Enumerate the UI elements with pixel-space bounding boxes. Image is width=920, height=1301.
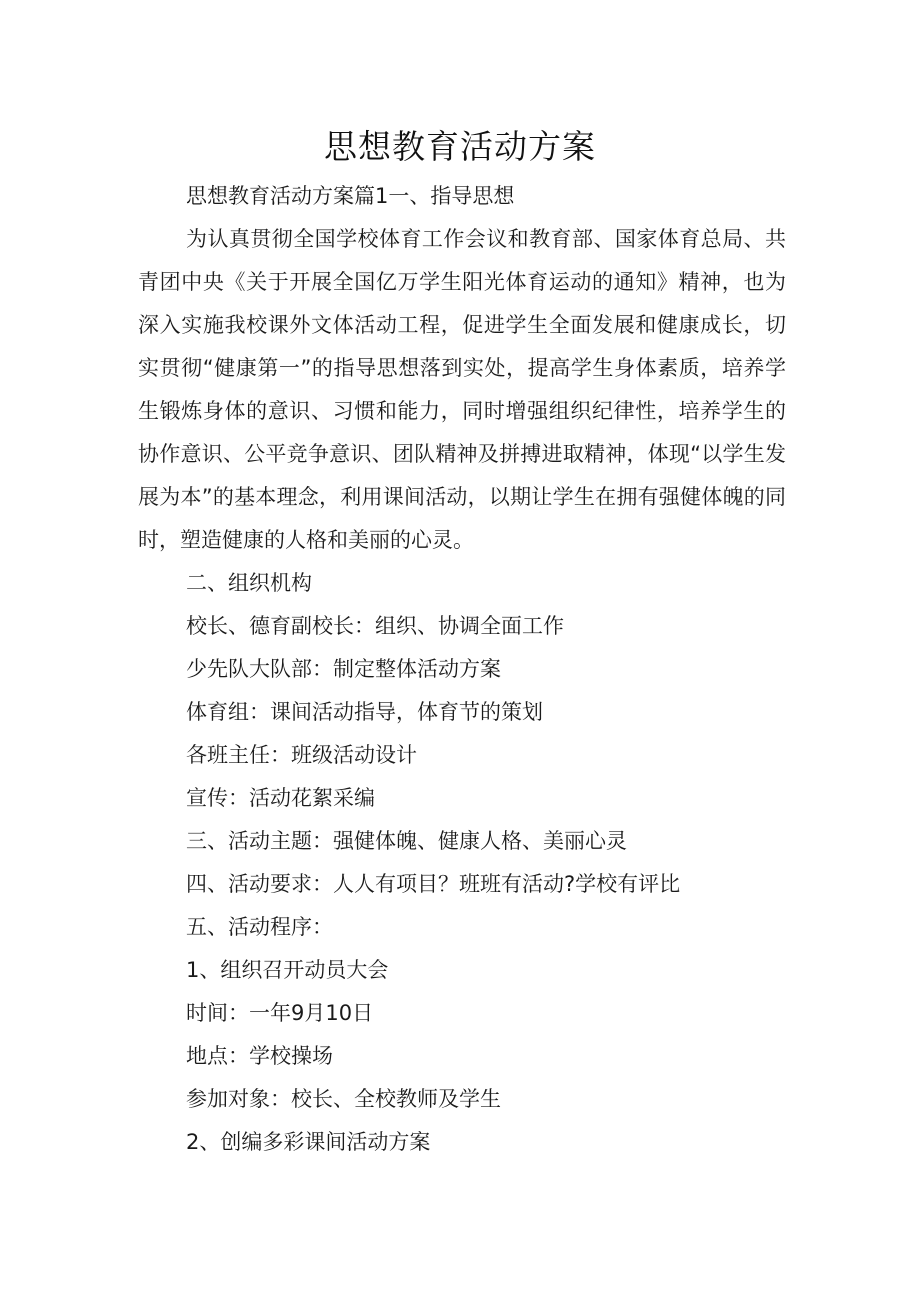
section-heading-theme: 三、活动主题：强健体魄、健康人格、美丽心灵 (186, 829, 627, 853)
section-heading-organization: 二、组织机构 (186, 571, 312, 595)
list-item: 各班主任：班级活动设计 (186, 743, 417, 767)
list-item: 时间：一年9月10日 (186, 1001, 374, 1025)
section-heading-requirements: 四、活动要求：人人有项目？班班有活动?学校有评比 (186, 872, 681, 896)
list-item: 参加对象：校长、全校教师及学生 (186, 1087, 501, 1111)
list-item: 校长、德育副校长：组织、协调全面工作 (186, 614, 564, 638)
list-item: 体育组：课间活动指导，体育节的策划 (186, 700, 543, 724)
list-item: 2、创编多彩课间活动方案 (186, 1130, 431, 1154)
list-item: 宣传：活动花絮采编 (186, 786, 375, 810)
document-title: 思想教育活动方案 (324, 127, 596, 166)
section-heading-procedure: 五、活动程序： (186, 915, 333, 939)
document-body (138, 175, 786, 1164)
paragraph-guiding-thought: 为认真贯彻全国学校体育工作会议和教育部、国家体育总局、共青团中央《关于开展全国亿万学生阳光体育运动的通知》精神，也为深入实施我校课外文体活动工程，促进学生全面发展和健康成长，切实贯彻“健康第一”的指导思想落到实处，提高学生身体素质，培养学生锻炼身体的意识、习惯和能力，同时增强组织纪律性，培养学生的协作意识、公平竞争意识、团队精神及拼搏进取精神，体现“以学生发展为本”的基本理念，利用课间活动，以期让学生在拥有强健体魄的同时，塑造健康的人格和美丽的心灵。 (138, 227, 786, 552)
list-item: 少先队大队部：制定整体活动方案 (186, 657, 501, 681)
section-heading-guiding-thought: 思想教育活动方案篇1一、指导思想 (186, 184, 515, 208)
list-item: 地点：学校操场 (186, 1044, 333, 1068)
list-item: 1、组织召开动员大会 (186, 958, 389, 982)
